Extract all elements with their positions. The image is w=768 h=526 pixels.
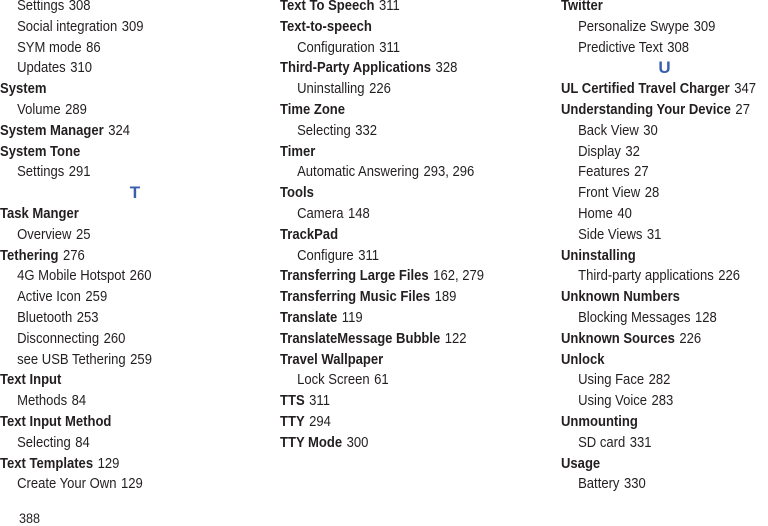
page-reference: 309: [121, 18, 144, 35]
index-term: SD card: [578, 434, 626, 451]
index-entry: [561, 350, 747, 371]
index-term: Methods: [17, 393, 68, 410]
index-term: Configuration: [297, 39, 375, 56]
index-term: TrackPad: [280, 226, 339, 243]
index-entry: [0, 204, 243, 225]
page-reference: 311: [379, 39, 401, 56]
index-term: Text Input Method: [0, 413, 112, 430]
index-entry: [280, 433, 528, 454]
index-entry: [0, 370, 243, 391]
page-reference: 189: [434, 289, 457, 306]
page-reference: 311: [309, 393, 330, 410]
index-entry: [280, 0, 528, 17]
index-term: Side Views: [578, 226, 643, 243]
index-subentry: [561, 266, 747, 287]
index-term: Transferring Large Files: [280, 268, 429, 285]
index-subentry: [280, 370, 528, 391]
index-term: Travel Wallpaper: [280, 351, 384, 368]
page-reference: 27: [735, 101, 750, 118]
page-reference: 226: [679, 330, 702, 347]
index-subentry: [561, 142, 747, 163]
page-reference: 30: [643, 122, 658, 139]
index-term: Overview: [17, 226, 72, 243]
index-entry: [280, 183, 528, 204]
page-reference: 128: [695, 309, 717, 326]
page-reference: 308: [667, 39, 690, 56]
index-entry: [280, 100, 528, 121]
index-subentry: [561, 225, 747, 246]
index-term: Display: [578, 143, 621, 160]
index-term: Updates: [17, 60, 66, 77]
page-reference: 84: [71, 393, 87, 410]
index-subentry: [561, 183, 747, 204]
index-subentry: [0, 308, 243, 329]
index-term: Battery: [578, 476, 620, 493]
index-subentry: [561, 433, 747, 454]
index-subentry: [561, 204, 747, 225]
index-subentry: [561, 162, 747, 183]
index-subentry: [561, 308, 747, 329]
page-reference: 148: [348, 205, 370, 222]
index-term: Personalize Swype: [578, 18, 690, 35]
index-term: Task Manger: [0, 205, 79, 222]
index-subentry: [561, 370, 747, 391]
page-reference: 122: [444, 330, 467, 347]
index-subentry: [0, 391, 243, 412]
index-term: Automatic Answering: [297, 164, 419, 181]
index-entry: [0, 79, 243, 100]
index-subentry: [0, 38, 243, 59]
index-entry: [0, 412, 243, 433]
index-term: Blocking Messages: [578, 309, 691, 326]
index-entry: [561, 287, 747, 308]
index-term: TranslateMessage Bubble: [280, 330, 441, 347]
index-term: Using Face: [578, 372, 645, 389]
page-reference: 40: [617, 205, 632, 222]
page-reference: 27: [634, 164, 649, 181]
index-term: Third-Party Applications: [280, 60, 432, 77]
index-entry: [280, 225, 528, 246]
index-subentry: [561, 474, 747, 495]
index-entry: [0, 246, 243, 267]
page-reference: 311: [358, 247, 379, 264]
index-subentry: [0, 100, 243, 121]
index-term: Unknown Numbers: [561, 289, 680, 306]
index-term: TTY: [280, 413, 305, 430]
index-term: Settings: [17, 164, 65, 181]
index-term: Using Voice: [578, 393, 648, 410]
page-reference: 260: [103, 330, 126, 347]
index-entry: [0, 142, 243, 163]
index-term: Active Icon: [17, 289, 81, 306]
index-term: Text Input: [0, 372, 62, 389]
section-letter: T: [129, 183, 141, 203]
page-reference: 86: [86, 39, 101, 56]
page-reference: 282: [648, 372, 671, 389]
index-term: Predictive Text: [578, 39, 663, 56]
index-entry: [561, 454, 747, 475]
index-subentry: [0, 266, 243, 287]
index-term: Unlock: [561, 351, 605, 368]
page-reference: 259: [130, 351, 152, 368]
index-term: Understanding Your Device: [561, 101, 731, 118]
index-entry: [561, 100, 750, 121]
index-entry: [280, 266, 528, 287]
page-reference: 330: [623, 476, 646, 493]
index-term: Settings: [17, 0, 65, 14]
index-subentry: [0, 329, 243, 350]
index-subentry: [561, 17, 747, 38]
index-term: Selecting: [297, 122, 351, 139]
index-term: Text-to-speech: [280, 18, 372, 35]
page-reference: 259: [85, 289, 108, 306]
page-reference: 289: [65, 101, 87, 118]
index-term: Translate: [280, 309, 338, 326]
index-subentry: [0, 287, 243, 308]
page-reference: 226: [369, 81, 391, 98]
page-reference: 31: [646, 226, 662, 243]
index-subentry: [280, 246, 528, 267]
index-term: Timer: [280, 143, 316, 160]
page-reference: 119: [341, 309, 363, 326]
page-reference: 32: [625, 143, 640, 160]
index-term: Back View: [578, 122, 639, 139]
index-subentry: [0, 474, 243, 495]
page-reference: 129: [97, 455, 120, 472]
index-term: Twitter: [561, 0, 603, 14]
index-term: Volume: [17, 101, 61, 118]
index-entry: [0, 454, 243, 475]
index-subentry: [0, 58, 243, 79]
index-subentry: [0, 0, 243, 17]
index-term: Transferring Music Files: [280, 289, 431, 306]
index-term: Third-party applications: [578, 268, 714, 285]
index-term: Tools: [280, 185, 314, 202]
index-entry: [280, 350, 528, 371]
index-subentry: [561, 38, 747, 59]
page-reference: 324: [108, 122, 131, 139]
index-entry: [280, 329, 528, 350]
index-subentry: [280, 38, 528, 59]
index-entry: [561, 329, 747, 350]
index-subentry: [0, 350, 243, 371]
index-entry: [561, 0, 747, 17]
index-entry: [0, 121, 243, 142]
index-term: Time Zone: [280, 101, 346, 118]
index-term: Text Templates: [0, 455, 94, 472]
page-reference: 84: [75, 434, 90, 451]
index-entry: [280, 308, 528, 329]
index-term: Unknown Sources: [561, 330, 675, 347]
page-reference: 291: [68, 164, 91, 181]
index-term: Uninstalling: [297, 81, 365, 98]
page-reference: 328: [435, 60, 458, 77]
index-column-2: [280, 0, 555, 454]
index-column-3: [561, 0, 768, 495]
page-number: 388: [19, 510, 41, 526]
index-term: System: [0, 81, 47, 98]
index-entry: [561, 79, 757, 100]
index-term: Home: [578, 205, 613, 222]
page-reference: 331: [629, 434, 652, 451]
index-subentry: [0, 225, 243, 246]
index-entry: [561, 246, 747, 267]
index-entry: [280, 58, 528, 79]
index-term: System Manager: [0, 122, 104, 139]
index-term: Selecting: [17, 434, 71, 451]
index-subentry: [561, 391, 747, 412]
page-reference: 293, 296: [423, 164, 475, 181]
index-term: TTY Mode: [280, 434, 343, 451]
index-entry: [561, 412, 747, 433]
page-reference: 25: [75, 226, 91, 243]
index-term: Lock Screen: [297, 372, 370, 389]
index-subentry: [280, 79, 528, 100]
page-reference: 283: [651, 393, 674, 410]
index-entry: [280, 17, 528, 38]
index-subentry: [0, 162, 243, 183]
index-term: System Tone: [0, 143, 81, 160]
page-reference: 300: [346, 434, 369, 451]
index-term: Usage: [561, 455, 601, 472]
page-reference: 311: [379, 0, 400, 14]
index-term: Configure: [297, 247, 354, 264]
page-reference: 332: [355, 122, 378, 139]
index-entry: [280, 412, 528, 433]
index-term: 4G Mobile Hotspot: [17, 268, 126, 285]
page-reference: 308: [68, 0, 91, 14]
index-entry: [280, 142, 528, 163]
index-term: SYM mode: [17, 39, 82, 56]
page-reference: 253: [76, 309, 99, 326]
index-subentry: [280, 204, 528, 225]
index-term: Text To Speech: [280, 0, 375, 14]
index-term: Unmounting: [561, 413, 638, 430]
index-term: Front View: [578, 185, 641, 202]
index-term: UL Certified Travel Charger: [561, 81, 730, 98]
index-term: Create Your Own: [17, 476, 117, 493]
index-term: Features: [578, 164, 630, 181]
index-term: TTS: [280, 393, 305, 410]
index-term: Camera: [297, 205, 344, 222]
index-subentry: [561, 121, 747, 142]
index-term: Disconnecting: [17, 330, 100, 347]
page-reference: 309: [693, 18, 716, 35]
index-subentry: [280, 162, 528, 183]
index-term: Tethering: [0, 247, 59, 264]
index-term: Bluetooth: [17, 309, 73, 326]
page-reference: 294: [309, 413, 331, 430]
page-reference: 61: [374, 372, 389, 389]
page-reference: 162, 279: [433, 268, 484, 285]
page-reference: 28: [644, 185, 660, 202]
index-subentry: [0, 17, 243, 38]
page-reference: 310: [70, 60, 92, 77]
page-reference: 347: [734, 81, 757, 98]
page-reference: 276: [62, 247, 85, 264]
index-term: Social integration: [17, 18, 118, 35]
index-entry: [280, 287, 528, 308]
index-subentry: [0, 433, 243, 454]
section-letter: U: [658, 58, 671, 78]
index-term: Uninstalling: [561, 247, 636, 264]
index-entry: [280, 391, 528, 412]
page-reference: 226: [718, 268, 741, 285]
index-subentry: [280, 121, 528, 142]
index-term: see USB Tethering: [17, 351, 126, 368]
index-column-1: [0, 0, 270, 495]
page-reference: 129: [120, 476, 143, 493]
page-reference: 260: [129, 268, 152, 285]
